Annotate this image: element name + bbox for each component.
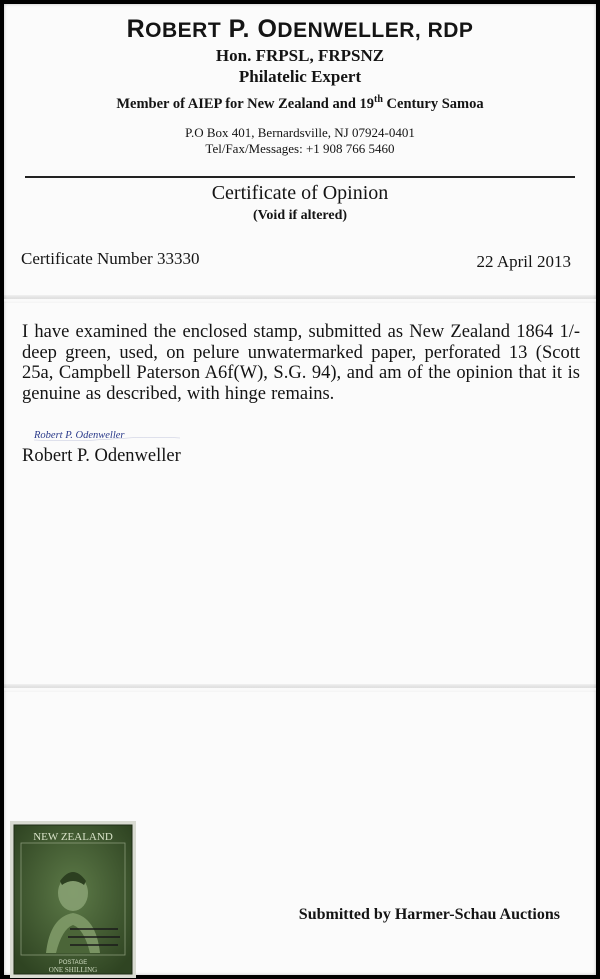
stamp-country-text: NEW ZEALAND <box>33 831 113 843</box>
expert-name: ROBERT P. ODENWELLER, RDP <box>126 15 474 43</box>
certificate-number: Certificate Number 33330 <box>21 249 200 268</box>
paper-fold-line <box>4 295 596 303</box>
stamp-postage-text: POSTAGE <box>58 960 88 966</box>
signatory-name: Robert P. Odenweller <box>22 446 181 466</box>
expert-telephone: Tel/Fax/Messages: +1 908 766 5460 <box>205 141 395 156</box>
expert-membership: Member of AIEP for New Zealand and 19th Century Samoa <box>116 94 484 112</box>
certificate-document <box>4 4 596 975</box>
void-notice: (Void if altered) <box>252 208 348 223</box>
svg-text:Robert P. Odenweller: Robert P. Odenweller <box>34 430 125 441</box>
paper-fold-line <box>4 684 596 692</box>
stamp-image <box>10 821 136 978</box>
submitted-by: Submitted by Harmer-Schau Auctions <box>298 906 560 923</box>
certificate-date: 22 April 2013 <box>476 252 571 271</box>
expert-address: P.O Box 401, Bernardsville, NJ 07924-0401 <box>185 125 415 140</box>
stamp-value-text: ONE SHILLING <box>48 966 98 974</box>
certificate-title: Certificate of Opinion <box>211 182 389 204</box>
handwritten-signature <box>32 426 182 444</box>
expert-honors: Hon. FRPSL, FRPSNZ <box>215 46 385 65</box>
expert-role: Philatelic Expert <box>238 67 362 86</box>
header-divider <box>25 176 575 178</box>
opinion-text: I have examined the enclosed stamp, submitted as New Zealand 1864 1/- deep green, used, on pelure unwatermarked paper, perforated 13 (Scott 25a, Campbell Paterson A6f(W), S.G. 94), and am of the opinion that it is genuine as described, with hinge remains. <box>22 322 580 404</box>
